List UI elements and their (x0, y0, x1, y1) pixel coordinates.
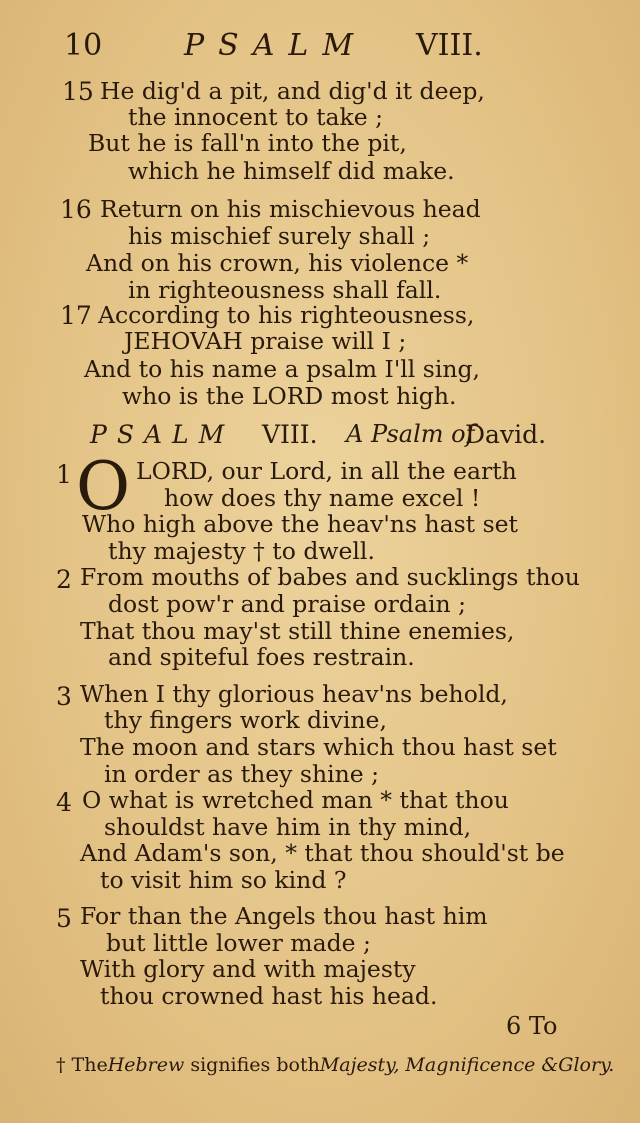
footnote-the: The (71, 1054, 108, 1076)
verse-line: And to his name a psalm I'll sing, (84, 355, 481, 383)
footnote-words: Majesty, Magnificence &Glory. (319, 1054, 615, 1076)
verse-number: 16 (60, 195, 92, 224)
verse-line: thou crowned hast his head. (100, 982, 438, 1010)
verse-number: 3 (56, 682, 72, 711)
verse-line: shouldst have him in thy mind, (104, 813, 472, 841)
verse-line: He dig'd a pit, and dig'd it deep, (100, 77, 485, 105)
footnote-hebrew: Hebrew (107, 1054, 185, 1076)
verse-number: 4 (56, 788, 72, 817)
verse-line: O what is wretched man * that thou (82, 786, 509, 814)
verse-line: The moon and stars which thou hast set (80, 733, 557, 761)
verse-line: For than the Angels thou hast him (80, 902, 488, 930)
verse-line: to visit him so kind ? (100, 866, 347, 894)
verse-line: how does thy name excel ! (164, 484, 481, 512)
psalm-number: VIII. (262, 420, 318, 449)
verse-line: the innocent to take ; (128, 103, 384, 131)
verse-line: who is the LORD most high. (122, 382, 457, 410)
verse-line: From mouths of babes and sucklings thou (80, 563, 580, 591)
psalm-heading (90, 420, 560, 452)
verse-line: And Adam's son, * that thou should'st be (80, 839, 565, 867)
running-title: PSALM (184, 28, 368, 63)
verse-line: in order as they shine ; (104, 760, 380, 788)
footnote-signifies: signifies both (190, 1054, 320, 1076)
footnote-mark: † (56, 1054, 66, 1076)
verse-line: But he is fall'n into the pit, (88, 129, 407, 157)
verse-line: With glory and with majesty (80, 955, 416, 983)
verse-line: and spiteful foes restrain. (108, 643, 415, 671)
verse-line: When I thy glorious heav'ns behold, (80, 680, 508, 708)
page-number: 10 (64, 28, 103, 63)
verse-line: which he himself did make. (128, 157, 455, 185)
verse-line: According to his righteousness, (98, 301, 475, 329)
verse-line: in righteousness shall fall. (128, 276, 442, 304)
verse-line: Who high above the heav'ns hast set (82, 510, 519, 538)
verse-number: 17 (60, 301, 92, 330)
verse-line: his mischief surely shall ; (128, 222, 431, 250)
verse-line: And on his crown, his violence * (86, 249, 469, 277)
verse-number: 2 (56, 565, 72, 594)
drop-cap: O (76, 448, 131, 525)
footnote (56, 1054, 614, 1076)
psalm-title: PSALM (90, 420, 235, 449)
verse-line: JEHOVAH praise will I ; (124, 327, 407, 355)
psalm-author: David. (465, 420, 547, 449)
catchword: 6 To (506, 1012, 558, 1040)
verse-line: but little lower made ; (106, 929, 371, 957)
verse-line: LORD, our Lord, in all the earth (136, 457, 517, 485)
verse-line: dost pow'r and praise ordain ; (108, 590, 467, 618)
running-header (64, 28, 484, 68)
psalm-subtitle: A Psalm of (346, 420, 475, 448)
verse-number: 5 (56, 904, 72, 933)
verse-line: thy fingers work divine, (104, 706, 387, 734)
verse-line: That thou may'st still thine enemies, (80, 617, 515, 645)
running-psalm-number: VIII. (416, 28, 483, 63)
verse-number: 15 (62, 77, 94, 106)
verse-line: thy majesty † to dwell. (108, 537, 375, 565)
verse-line: Return on his mischievous head (100, 195, 481, 223)
verse-number: 1 (56, 460, 72, 489)
